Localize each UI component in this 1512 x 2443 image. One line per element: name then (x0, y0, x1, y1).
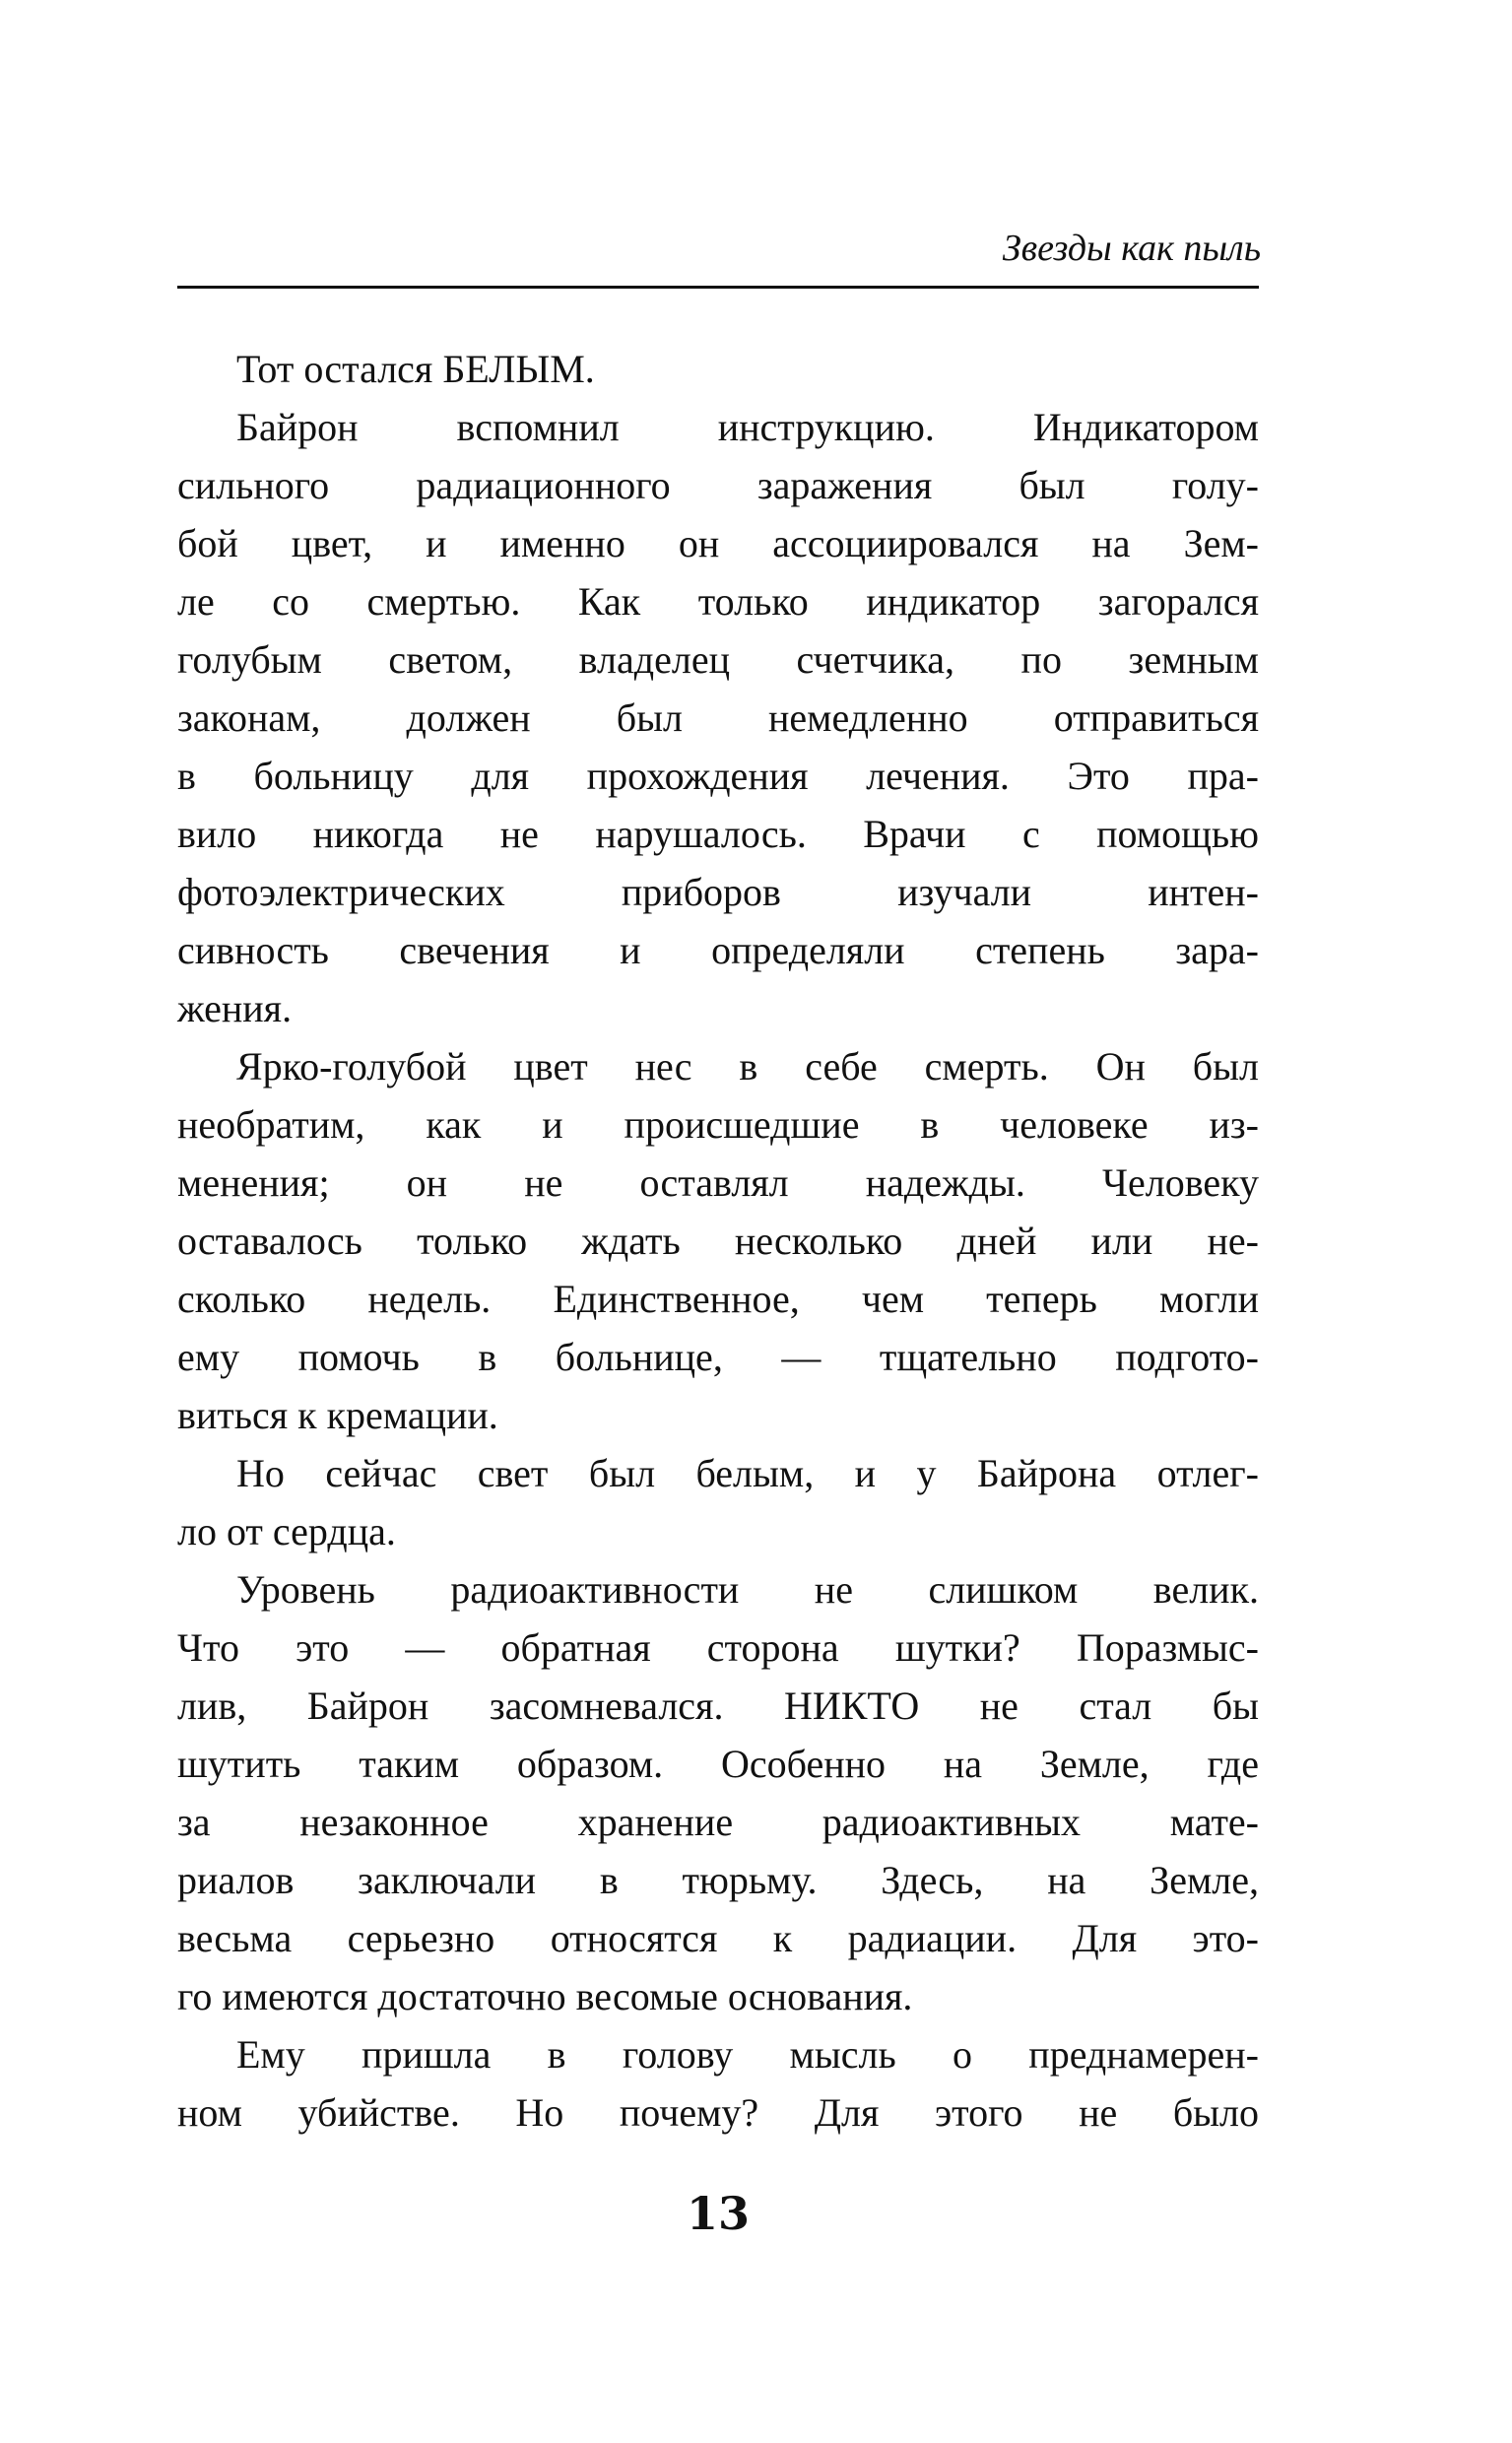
text-line: фотоэлектрических приборов изучали интен- (177, 870, 1259, 914)
header-rule (177, 286, 1259, 289)
text-line: ло от сердца. (177, 1509, 396, 1553)
text-line: менения; он не оставлял надежды. Человеку (177, 1160, 1259, 1205)
text-line: в больницу для прохождения лечения. Это пра- (177, 754, 1259, 798)
paragraph (177, 2025, 1259, 2142)
text-line: законам, должен был немедленно отправиться (177, 695, 1259, 740)
paragraph (177, 1560, 1259, 2025)
text-line: Уровень радиоактивности не слишком велик. (236, 1567, 1259, 1612)
text-line: Ему пришла в голову мысль о преднамерен- (236, 2032, 1259, 2077)
text-line: виться к кремации. (177, 1393, 498, 1437)
text-line: го имеются достаточно весомые основания. (177, 1974, 913, 2018)
text-line: Но сейчас свет был белым, и у Байрона отлег- (236, 1451, 1259, 1495)
text-line: Тот остался БЕЛЫМ. (236, 347, 595, 391)
text-line: сколько недель. Единственное, чем теперь могли (177, 1277, 1259, 1321)
text-line: ему помочь в больнице, — тщательно подгото- (177, 1335, 1259, 1379)
paragraph (177, 398, 1259, 1037)
text-line: сильного радиационного заражения был голу- (177, 463, 1259, 507)
text-line: оставалось только ждать несколько дней или не- (177, 1219, 1259, 1263)
text-line: ном убийстве. Но почему? Для этого не было (177, 2090, 1259, 2135)
text-line: весьма серьезно относятся к радиации. Для это- (177, 1916, 1259, 1960)
text-line: голубым светом, владелец счетчика, по земным (177, 637, 1259, 682)
text-line: необратим, как и происшедшие в человеке из- (177, 1102, 1259, 1147)
text-line: бой цвет, и именно он ассоциировался на Зем- (177, 521, 1259, 565)
paragraph (177, 1037, 1259, 1444)
text-line: шутить таким образом. Особенно на Земле, где (177, 1742, 1259, 1786)
running-head-title: Звезды как пыль (1002, 228, 1261, 269)
paragraph (177, 1444, 1259, 1560)
paragraph (177, 340, 1259, 398)
text-line: Байрон вспомнил инструкцию. Индикатором (236, 405, 1259, 449)
text-line: за незаконное хранение радиоактивных мате- (177, 1800, 1259, 1844)
text-line: риалов заключали в тюрьму. Здесь, на Земле, (177, 1858, 1259, 1902)
text-line: Что это — обратная сторона шутки? Поразмыс- (177, 1625, 1259, 1670)
page-number: 13 (686, 2187, 750, 2240)
text-line: жения. (177, 986, 293, 1030)
text-line: лив, Байрон засомневался. НИКТО не стал бы (177, 1684, 1259, 1728)
text-line: ле со смертью. Как только индикатор загорался (177, 579, 1259, 624)
text-line: сивность свечения и определяли степень зара- (177, 928, 1259, 972)
text-line: Ярко-голубой цвет нес в себе смерть. Он был (236, 1044, 1259, 1089)
body-text (177, 340, 1259, 2142)
text-line: вило никогда не нарушалось. Врачи с помощью (177, 812, 1259, 856)
